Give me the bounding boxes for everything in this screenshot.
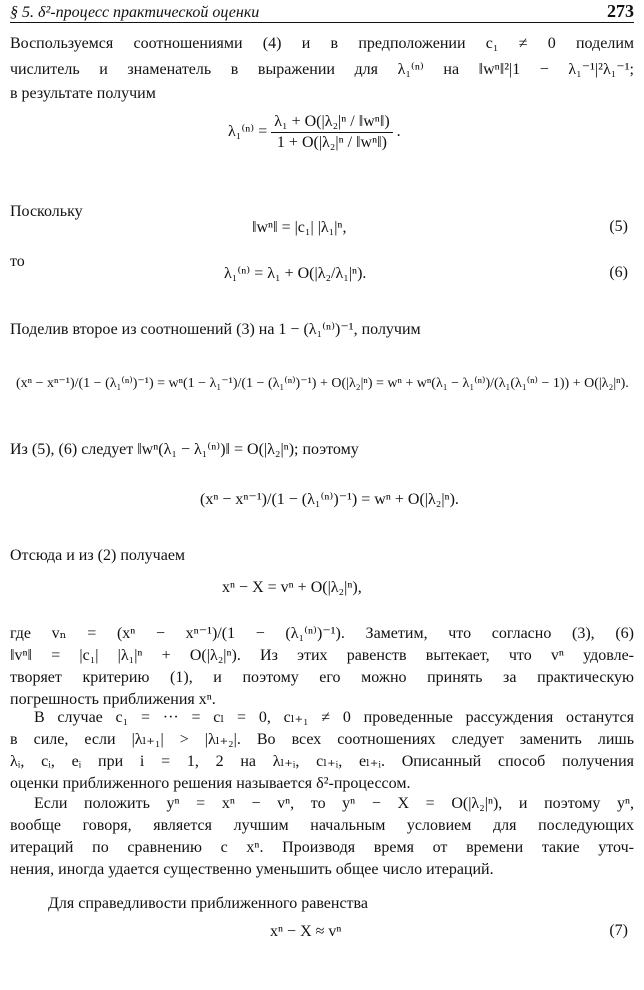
para5-line4: погрешность приближения xⁿ.: [10, 691, 216, 708]
fraction-numerator: λ₁ + O(|λ₂|ⁿ / ‖wⁿ‖): [271, 112, 392, 133]
word-poskolku: Поскольку: [10, 203, 83, 220]
para2: Поделив второе из соотношений (3) на 1 − (λ₁⁽ⁿ⁾)⁻¹, получим: [10, 321, 421, 338]
running-header: [10, 0, 634, 23]
equation-long: (xⁿ − xⁿ⁻¹)/(1 − (λ₁⁽ⁿ⁾)⁻¹) = wⁿ(1 − λ₁⁻¹)/(1 − (λ₁⁽ⁿ⁾)⁻¹) + O(|λ₂|ⁿ) = wⁿ + wⁿ(λ₁ − λ₁⁽ⁿ⁾)/(λ₁(λ₁⁽ⁿ⁾ − 1)) + O(|λ₂|ⁿ).: [16, 376, 629, 391]
para6-line4: оценки приближенного решения называется δ²-процессом.: [10, 775, 411, 792]
para7-line1: Если положить yⁿ = xⁿ − vⁿ, то yⁿ − X = O(|λ₂|ⁿ), и поэтому yⁿ,: [34, 795, 634, 812]
equation-lhs: λ₁⁽ⁿ⁾ =: [228, 123, 268, 141]
page-number: 273: [607, 1, 634, 21]
fraction: [271, 112, 392, 153]
para5-line1: где vₙ = (xⁿ − xⁿ⁻¹)/(1 − (λ₁⁽ⁿ⁾)⁻¹). Заметим, что согласно (3), (6): [10, 625, 634, 642]
para7-line2: вообще говоря, является лучшим начальным условием для последующих: [10, 817, 634, 834]
para8: Для справедливости приближенного равенства: [48, 895, 368, 912]
section-title: § 5. δ²-процесс практической оценки: [10, 4, 260, 21]
para1-line2: числитель и знаменатель в выражении для λ₁⁽ⁿ⁾ на ‖wⁿ‖²|1 − λ₁⁻¹|²λ₁⁻¹;: [10, 61, 634, 78]
equation-7-number: (7): [609, 922, 628, 939]
equation-x: xⁿ − X = vⁿ + O(|λ₂|ⁿ),: [222, 579, 362, 596]
para5-line3: творяет критерию (1), и поэтому его можно принять за практическую: [10, 669, 634, 686]
para7-line3: итераций по сравнению с xⁿ. Производя время от времени такие уточ-: [10, 839, 634, 856]
para6-line2: в силе, если |λₗ₊₁| > |λₗ₊₂|. Во всех соотношениях следует заменить лишь: [10, 731, 634, 748]
para1-line1: Воспользуемся соотношениями (4) и в предположении c₁ ≠ 0 поделим: [10, 35, 634, 52]
equation-6-number: (6): [609, 264, 628, 281]
equation-7: xⁿ − X ≈ vⁿ: [270, 923, 342, 940]
para1-line3: в результате получим: [10, 85, 156, 102]
equation-5: ‖wⁿ‖ = |c₁| |λ₁|ⁿ,: [252, 219, 347, 236]
equation-mid: (xⁿ − xⁿ⁻¹)/(1 − (λ₁⁽ⁿ⁾)⁻¹) = wⁿ + O(|λ₂|ⁿ).: [200, 491, 459, 508]
para6-line3: λᵢ, cᵢ, eᵢ при i = 1, 2 на λₗ₊ᵢ, cₗ₊ᵢ, eₗ₊ᵢ. Описанный способ получения: [10, 753, 634, 770]
fraction-denominator: 1 + O(|λ₂|ⁿ / ‖wⁿ‖): [276, 134, 387, 151]
para4: Отсюда и из (2) получаем: [10, 547, 186, 564]
equation-5-number: (5): [609, 218, 628, 235]
word-to: то: [10, 253, 25, 270]
para5-line2: ‖vⁿ‖ = |c₁| |λ₁|ⁿ + O(|λ₂|ⁿ). Из этих равенств вытекает, что vⁿ удовле-: [10, 647, 634, 664]
equation-period: .: [396, 123, 401, 141]
para6-line1: В случае c₁ = ··· = cₗ = 0, cₗ₊₁ ≠ 0 проведенные рассуждения останутся: [34, 709, 634, 726]
para7-line4: нения, иногда удается существенно уменьшить общее число итераций.: [10, 861, 494, 878]
para3: Из (5), (6) следует ‖wⁿ(λ₁ − λ₁⁽ⁿ⁾)‖ = O(|λ₂|ⁿ); поэтому: [10, 441, 359, 458]
equation-6: λ₁⁽ⁿ⁾ = λ₁ + O(|λ₂/λ₁|ⁿ).: [224, 265, 367, 282]
equation-lambda-ratio: [228, 112, 401, 153]
